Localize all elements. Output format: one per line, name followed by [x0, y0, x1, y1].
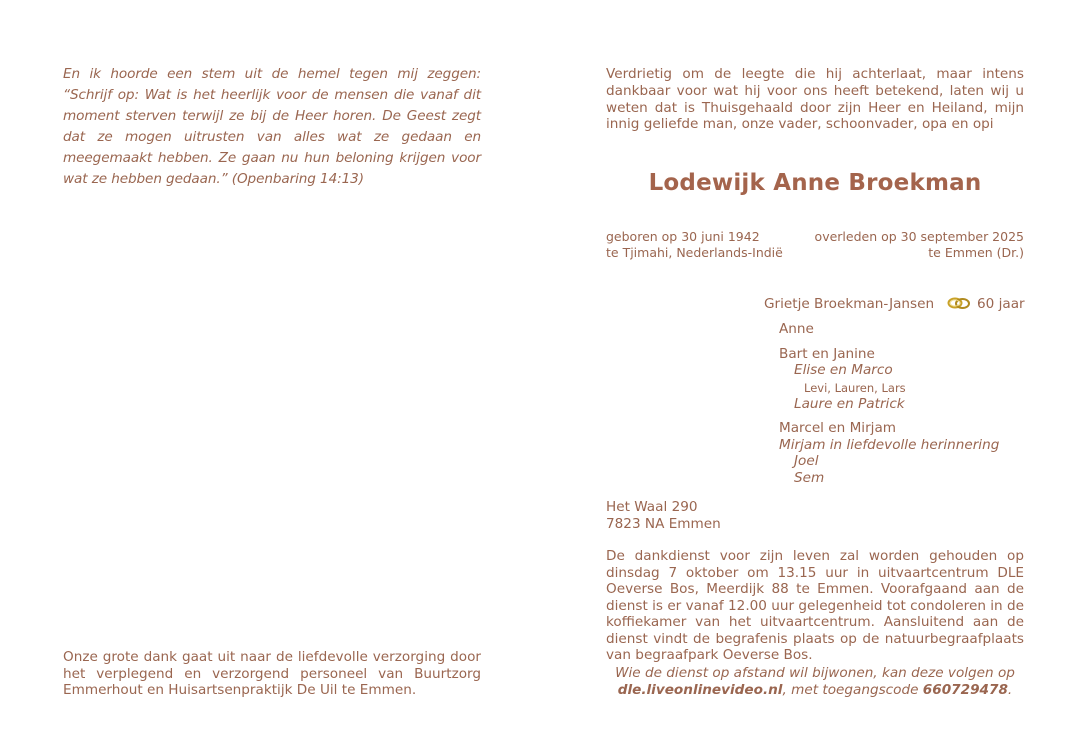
service-info: De dankdienst voor zijn leven zal worden gehouden op dinsdag 7 oktober om 13.15 uur in uitvaartcentrum DLE Oeverse Bos, Meerdijk 88 te Emmen. Voorafgaand aan de dienst is er vanaf 12.00 uur gelegenheid tot condoleren in de koffiekamer van het uitvaartcentrum. Aansluitend aan de dienst vindt de begrafenis plaats op de natuurbegraafplaats van begraafpark Oeverse Bos. — [606, 548, 1024, 663]
marriage-years: 60 jaar — [977, 296, 1025, 312]
child-anne: Anne — [779, 321, 814, 337]
child-bart-janine: Bart en Janine — [779, 346, 875, 362]
address-city: 7823 NA Emmen — [606, 515, 721, 532]
address-street: Het Waal 290 — [606, 499, 698, 515]
online-info — [606, 665, 1024, 699]
online-mid-text: , met toegangscode — [782, 682, 923, 698]
death-info — [815, 229, 1024, 260]
access-code: 660729478 — [922, 682, 1008, 698]
online-end-text: . — [1007, 682, 1013, 698]
birth-place: te Tjimahi, Nederlands-Indië — [606, 244, 783, 260]
grandchild-laure-patrick: Laure en Patrick — [794, 396, 905, 412]
birth-info — [606, 229, 783, 260]
child-marcel-mirjam: Marcel en Mirjam — [779, 420, 897, 436]
stream-link[interactable]: dle.liveonlinevideo.nl — [617, 682, 783, 698]
grandchild-elise-marco: Elise en Marco — [794, 362, 893, 378]
home-address — [606, 499, 1024, 532]
bible-quote: En ik hoorde een stem uit de hemel tegen mij zeggen: “Schrijf op: Wat is het heerlijk voor de mensen die vanaf dit moment sterven terwijl ze bij de Heer horen. De Geest zegt dat ze mogen uitrusten van alles wat ze gedaan en meegemaakt hebben. Ze gaan nu hun beloning krijgen voor wat ze hebben gedaan.” (Openbaring 14:13) — [63, 66, 481, 187]
intro-text: Verdrietig om de leegte die hij achterlaat, maar intens dankbaar voor wat hij voor ons heeft betekend, laten wij u weten dat is Thuisgehaald door zijn Heer en Heiland, mijn innig geliefde man, onze vader, schoonvader, opa en opi — [606, 66, 1024, 133]
wedding-rings-icon — [946, 295, 972, 309]
thanks-text: Onze grote dank gaat uit naar de liefdevolle verzorging door het verplegend en verzorgend personeel van Buurtzorg Emmerhout en Huisartsenpraktijk De Uil te Emmen. — [63, 649, 481, 698]
online-details — [606, 682, 1024, 699]
online-intro: Wie de dienst op afstand wil bijwonen, kan deze volgen op — [615, 665, 1015, 681]
deceased-name: Lodewijk Anne Broekman — [648, 170, 982, 196]
birth-date: geboren op 30 juni 1942 — [606, 229, 760, 244]
death-date: overleden op 30 september 2025 — [814, 229, 1024, 244]
grandchild-joel: Joel — [794, 453, 819, 469]
memory-line: Mirjam in liefdevolle herinnering — [779, 437, 1000, 453]
grandchild-sem: Sem — [794, 470, 825, 486]
death-place: te Emmen (Dr.) — [928, 244, 1024, 260]
great-grandchildren: Levi, Lauren, Lars — [804, 381, 906, 395]
spouse-name: Grietje Broekman-Jansen — [764, 296, 935, 312]
